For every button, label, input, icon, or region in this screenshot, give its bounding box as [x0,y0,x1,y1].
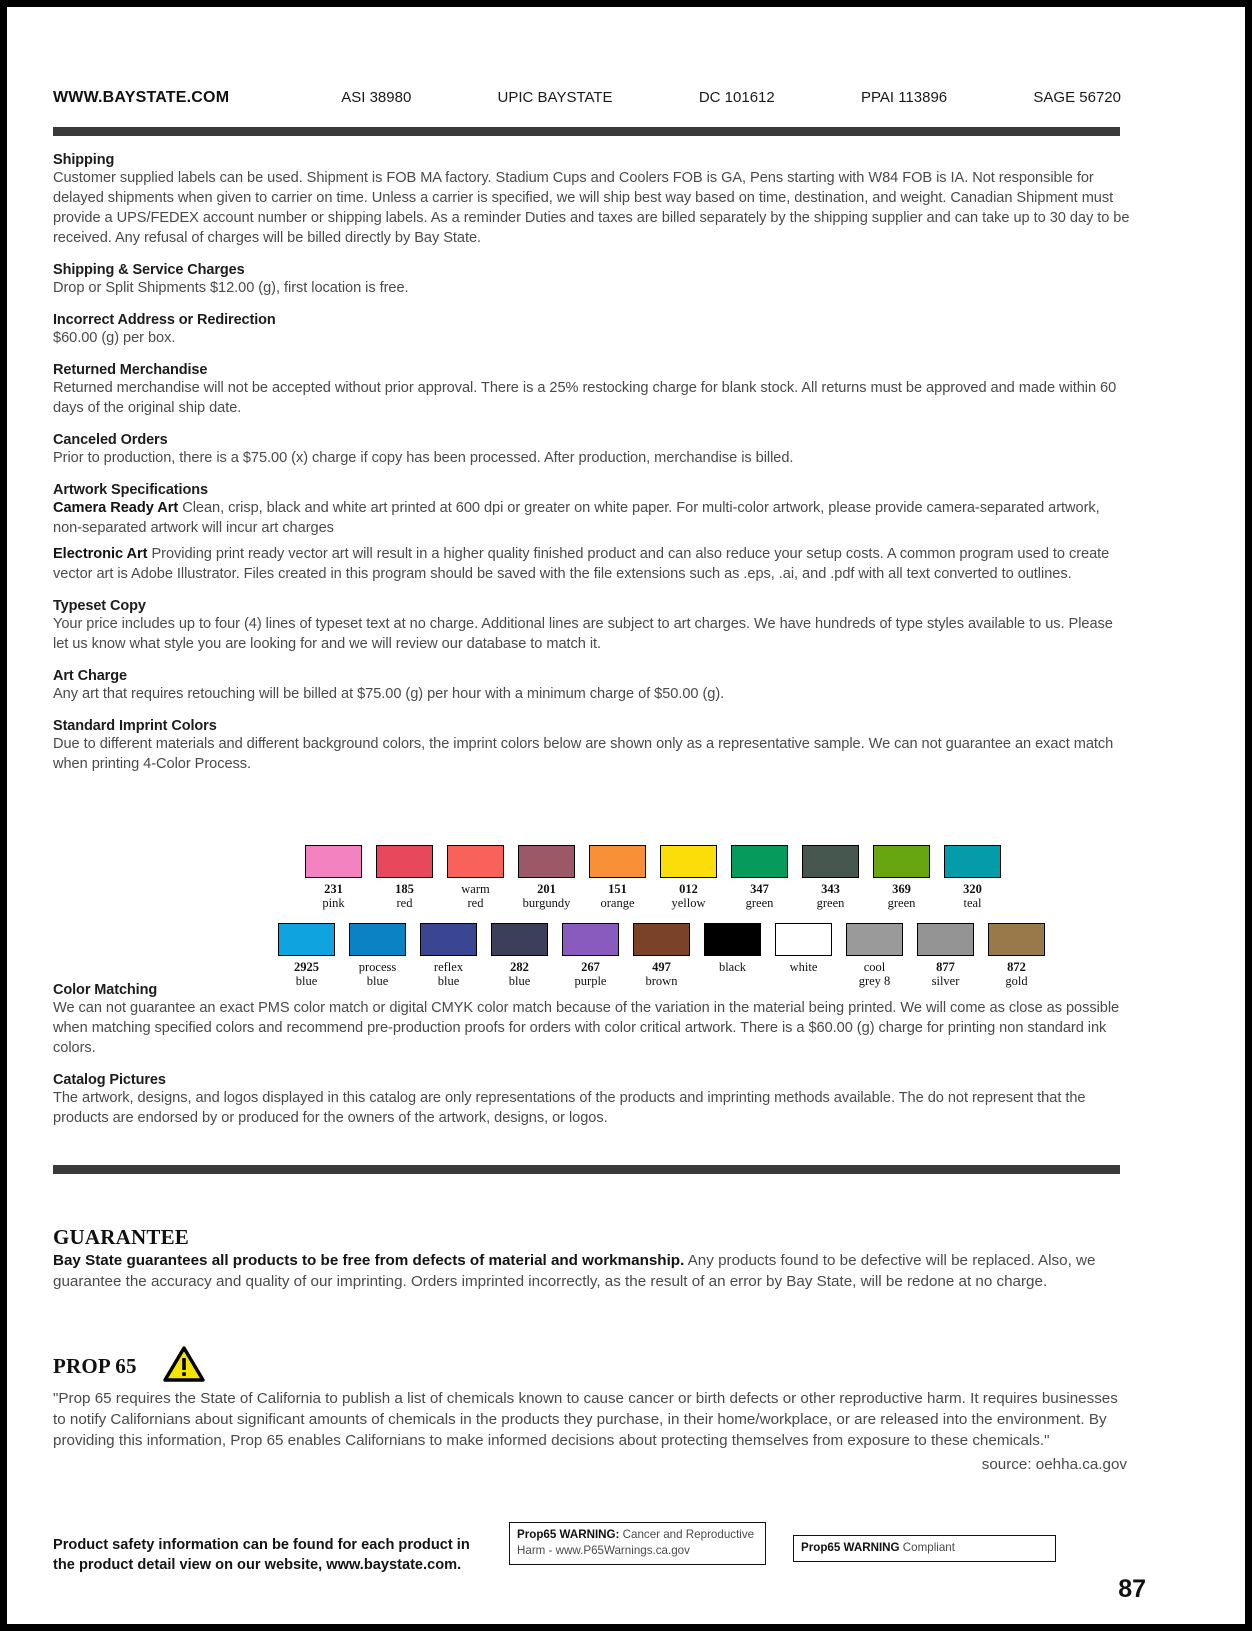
color-swatch-code: reflex [433,959,464,974]
page-header [53,89,1121,107]
color-swatch-name: blue [508,974,531,989]
color-swatch-chip [988,923,1045,956]
color-swatch-code: white [789,959,818,974]
swatch-row-1 [305,845,1131,911]
section-title: Artwork Specifications [53,481,208,498]
guarantee-body [53,1251,1131,1293]
color-swatch-chip [704,923,761,956]
prop65-compliant-box-text: Compliant [899,1541,955,1554]
section-body: Your price includes up to four (4) lines of typeset text at no charge. Additional lines are subject to art charges. We have hundreds of type styles available to us. Please let us know what style you are looking for and we will review our database to match it. [53,615,1113,652]
color-swatch-code: 185 [395,882,414,896]
color-swatch-code: process [358,959,397,974]
color-swatch-code: 267 [581,959,600,974]
color-swatch-chip [518,845,575,878]
color-swatch-code: 369 [892,882,911,896]
section-artwork-specifications [53,482,1131,585]
color-swatch [802,845,859,911]
prop65-title: PROP 65 [53,1353,137,1378]
color-swatch-code: 2925 [294,959,319,974]
section-body: Drop or Split Shipments $12.00 (g), first location is free. [53,279,409,296]
section-title: Returned Merchandise [53,361,208,378]
bottom-row [53,1522,1131,1575]
color-swatch-name: red [396,896,413,911]
website-url[interactable]: WWW.BAYSTATE.COM [53,89,230,106]
color-swatch-code: cool [863,959,886,974]
section-title: Standard Imprint Colors [53,717,217,734]
color-swatch-code: warm [461,882,490,896]
color-swatch-code: 347 [750,882,769,896]
guarantee-lead: Bay State guarantees all products to be free from defects of material and workmanship. [53,1252,685,1269]
prop65-header [53,1346,1131,1387]
color-swatch [873,845,930,911]
section-color-matching [53,982,1131,1059]
section-title: Shipping [53,152,115,168]
electronic-art-text: Providing print ready vector art will result in a higher quality finished product and can also reduce your setup costs. A common program used to create vector art is Adobe Illustrator. Files created in this program should be saved with the file extensions such as .eps, .ai, and .pdf with all text converted to outlines. [53,545,1110,582]
prop65-compliant-box [793,1535,1056,1562]
color-swatch-name: burgundy [522,896,571,911]
industry-codes [341,89,1121,106]
color-swatch [376,845,433,911]
color-swatch-chip [731,845,788,878]
section-shipping [53,152,1131,249]
color-swatch [278,923,335,989]
color-swatch-chip [775,923,832,956]
color-swatch [846,923,903,989]
color-swatch-name: teal [963,896,982,911]
color-swatch-name: purple [574,974,607,989]
section-divider [53,1165,1120,1174]
color-swatch-chip [944,845,1001,878]
color-swatch-name: silver [931,974,960,989]
color-swatch-chip [562,923,619,956]
color-swatch [917,923,974,989]
color-swatch-name: blue [295,974,318,989]
color-swatch-chip [846,923,903,956]
color-swatch-code: 231 [324,882,343,896]
section-body: Prior to production, there is a $75.00 (x) charge if copy has been processed. After production, merchandise is billed. [53,449,794,466]
color-swatch [633,923,690,989]
color-swatch [704,923,761,974]
prop65-source: source: oehha.ca.gov [981,1455,1127,1473]
section-title: Incorrect Address or Redirection [53,311,276,328]
color-swatch-chip [420,923,477,956]
color-swatch [988,923,1045,989]
color-swatch [518,845,575,911]
guarantee-block [53,1225,1131,1293]
color-swatch-chip [278,923,335,956]
guarantee-text: Any products found to be defective will be replaced. Also, we guarantee the accuracy and quality of our imprinting. Orders imprinted incorrectly, as the result of an error by Bay State, will be redone at no charge. [53,1252,1096,1290]
section-title: Art Charge [53,667,127,684]
electronic-art-lead: Electronic Art [53,545,148,562]
section-title: Catalog Pictures [53,1071,166,1088]
section-body: We can not guarantee an exact PMS color match or digital CMYK color match because of the variation in the material being printed. We will come as close as possible when matching specified colors and recommend pre-production proofs for orders with color critical artwork. There is a $60.00 (g) charge for printing non standard ink colors. [53,1000,1120,1056]
color-swatch-chip [349,923,406,956]
color-swatch-chip [305,845,362,878]
color-swatch [775,923,832,974]
section-returned-merchandise [53,362,1131,419]
policy-sections-lower [53,982,1131,1142]
section-title: Color Matching [53,982,158,998]
code-sage: SAGE 56720 [1033,89,1121,106]
prop65-warning-box-label: Prop65 WARNING: [517,1528,620,1541]
camera-ready-art-paragraph [53,499,1131,539]
guarantee-title: GUARANTEE [53,1225,189,1249]
section-art-charge [53,668,1131,705]
prop65-compliant-box-label: Prop65 WARNING [801,1541,900,1554]
camera-ready-art-text: Clean, crisp, black and white art printed at 600 dpi or greater on white paper. For multi-color artwork, please provide camera-separated artwork, non-separated artwork will incur art charges [53,499,1100,536]
color-swatch-code: 872 [1007,959,1026,974]
color-swatch-name: blue [366,974,389,989]
page-number: 87 [1118,1575,1146,1603]
color-swatch [660,845,717,911]
section-canceled-orders [53,432,1131,469]
electronic-art-paragraph [53,545,1131,585]
policy-sections [53,152,1131,788]
color-swatch [447,845,504,911]
color-swatch [305,845,362,911]
color-swatch-chip [802,845,859,878]
color-swatch-chip [917,923,974,956]
color-swatch-chip [376,845,433,878]
color-swatch-chip [873,845,930,878]
prop65-warning-box-text: Cancer and Reproductive Harm - www.P65Warnings.ca.gov [517,1528,755,1557]
code-upic: UPIC BAYSTATE [497,89,613,106]
color-swatch-code: 201 [537,882,556,896]
color-swatch-name: red [467,896,484,911]
section-standard-imprint-colors [53,718,1131,775]
color-swatch-name: green [887,896,916,911]
color-swatch-name: grey 8 [858,974,891,989]
section-body: The artwork, designs, and logos displayed in this catalog are only representations of the products and imprinting methods available. The do not represent that the products are endorsed by or produced for the owners of the artwork, designs, or logos. [53,1089,1086,1126]
color-swatch-code: black [718,959,747,974]
warning-triangle-icon [163,1346,205,1387]
color-swatch-name: yellow [671,896,706,911]
section-shipping-service-charges [53,262,1131,299]
color-swatch-chip [491,923,548,956]
color-swatch-code: 320 [963,882,982,896]
color-swatch-code: 151 [608,882,627,896]
code-ppai: PPAI 113896 [860,89,948,106]
color-swatch-name: green [816,896,845,911]
prop65-warning-box [509,1522,766,1565]
section-body: Any art that requires retouching will be billed at $75.00 (g) per hour with a minimum charge of $50.00 (g). [53,685,725,702]
section-title: Canceled Orders [53,431,168,448]
color-swatch [349,923,406,989]
section-title: Shipping & Service Charges [53,261,245,278]
color-swatch-code: 012 [679,882,698,896]
section-title: Typeset Copy [53,597,146,614]
color-swatch [731,845,788,911]
color-swatch [491,923,548,989]
imprint-color-swatches [53,845,1131,989]
color-swatch-chip [633,923,690,956]
color-swatch-name: blue [437,974,460,989]
color-swatch-code: 877 [936,959,955,974]
color-swatch [589,845,646,911]
header-divider [53,127,1120,136]
color-swatch-code: 282 [510,959,529,974]
section-body: Returned merchandise will not be accepted without prior approval. There is a 25% restocking charge for blank stock. All returns must be approved and made within 60 days of the original ship date. [53,379,1117,416]
guarantee-and-prop65 [53,1225,1131,1473]
section-incorrect-address [53,312,1131,349]
color-swatch-name: gold [1005,974,1028,989]
section-typeset-copy [53,598,1131,655]
camera-ready-art-lead: Camera Ready Art [53,499,179,516]
color-swatch [420,923,477,989]
color-swatch-code: 497 [652,959,671,974]
color-swatch [944,845,1001,911]
color-swatch-name: orange [600,896,635,911]
color-swatch-name: brown [645,974,678,989]
code-dc: DC 101612 [698,89,775,106]
section-catalog-pictures [53,1072,1131,1129]
swatch-row-2 [278,923,1131,989]
color-swatch-name: pink [322,896,345,911]
color-swatch-chip [589,845,646,878]
prop65-body: "Prop 65 requires the State of California to publish a list of chemicals known to cause cancer or birth defects or other reproductive harm. It requires businesses to notify Californians about significant amounts of chemicals in the products they purchase, in their home/workplace, or are released into the environment. By providing this information, Prop 65 enables Californians to make informed decisions about protecting themselves from exposure to these chemicals." [53,1389,1118,1449]
section-body: Customer supplied labels can be used. Shipment is FOB MA factory. Stadium Cups and Coolers FOB is GA, Pens starting with W84 FOB is IA. Not responsible for delayed shipments when given to carrier on time. Unless a carrier is specified, we will ship best way based on time, destination, and weight. Canadian Shipment must provide a UPS/FEDEX account number or shipping labels. As a reminder Duties and taxes are billed separately by the shipping supplier and can take up to 30 day to be received. Any refusal of charges will be billed directly by Bay State. [53,170,1130,246]
color-swatch-name: green [745,896,774,911]
color-swatch-chip [660,845,717,878]
product-safety-note: Product safety information can be found for each product in the product detail view on our website, www.baystate.com. [53,1537,470,1573]
section-body: $60.00 (g) per box. [53,329,176,346]
section-body: Due to different materials and different background colors, the imprint colors below are shown only as a representative sample. We can not guarantee an exact match when printing 4-Color Process. [53,735,1114,772]
color-swatch [562,923,619,989]
color-swatch-code: 343 [821,882,840,896]
code-asi: ASI 38980 [341,89,412,106]
color-swatch-chip [447,845,504,878]
